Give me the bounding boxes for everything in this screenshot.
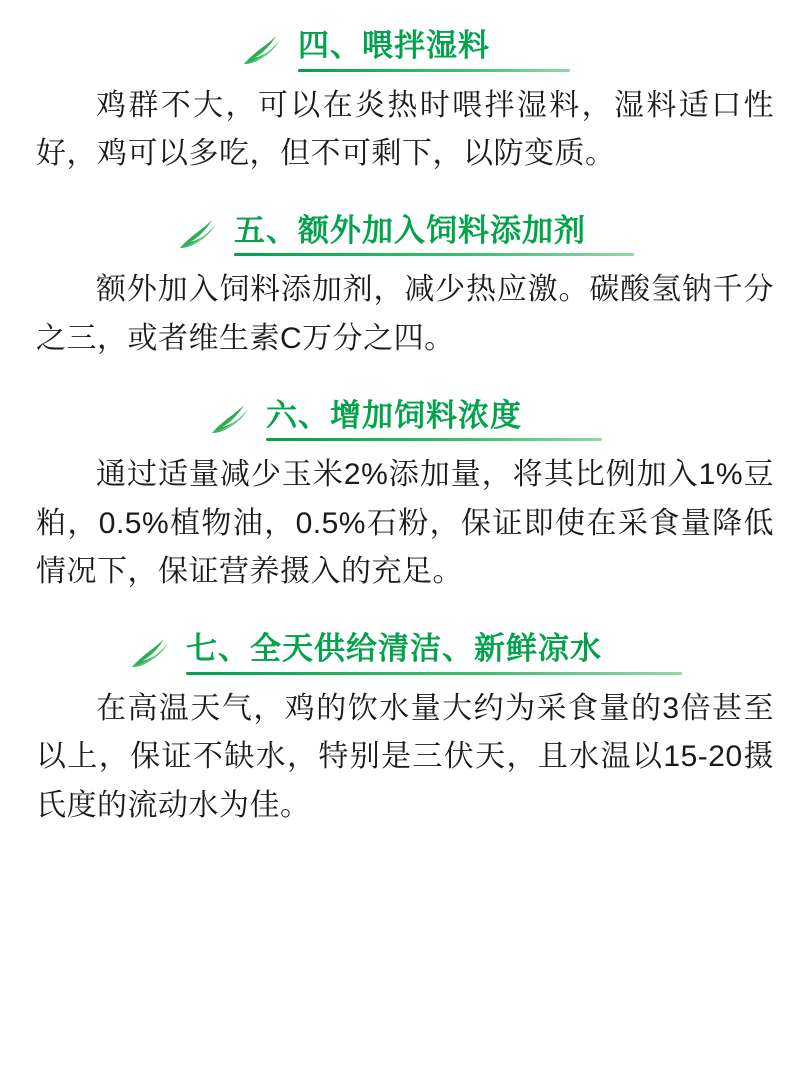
section-heading-text: 四、喂拌湿料 xyxy=(298,28,490,63)
section-4 xyxy=(36,22,774,179)
heading-wrap xyxy=(208,398,602,442)
leaf-icon xyxy=(240,30,294,70)
section-heading-row xyxy=(36,625,774,679)
section-7 xyxy=(36,625,774,830)
section-heading-row xyxy=(36,22,774,76)
heading-wrap xyxy=(128,631,682,675)
heading-underline xyxy=(266,438,602,441)
section-heading-row xyxy=(36,392,774,446)
section-heading-text: 五、额外加入饲料添加剂 xyxy=(234,212,586,248)
heading-wrap xyxy=(176,213,634,257)
leaf-icon xyxy=(176,214,230,254)
heading-underline xyxy=(186,672,682,675)
heading-wrap xyxy=(240,28,570,72)
section-paragraph: 在高温天气，鸡的饮水量大约为采食量的3倍甚至以上，保证不缺水，特别是三伏天，且水温以15-20摄氏度的流动水为佳。 xyxy=(36,691,774,822)
section-paragraph: 鸡群不大，可以在炎热时喂拌湿料，湿料适口性好，鸡可以多吃，但不可剩下，以防变质。 xyxy=(36,88,774,171)
section-heading-row xyxy=(36,207,774,261)
section-heading-text: 七、全天供给清洁、新鲜凉水 xyxy=(186,631,602,667)
section-paragraph: 通过适量减少玉米2%添加量，将其比例加入1%豆粕，0.5%植物油，0.5%石粉，保证即使在采食量降低情况下，保证营养摄入的充足。 xyxy=(36,458,774,589)
section-paragraph: 额外加入饲料添加剂，减少热应激。碳酸氢钠千分之三，或者维生素C万分之四。 xyxy=(36,273,774,356)
heading-underline xyxy=(298,69,570,72)
section-heading-text: 六、增加饲料浓度 xyxy=(266,397,522,433)
section-5 xyxy=(36,207,774,364)
section-6 xyxy=(36,392,774,597)
leaf-icon xyxy=(128,633,182,673)
leaf-icon xyxy=(208,399,262,439)
heading-underline xyxy=(234,253,634,256)
